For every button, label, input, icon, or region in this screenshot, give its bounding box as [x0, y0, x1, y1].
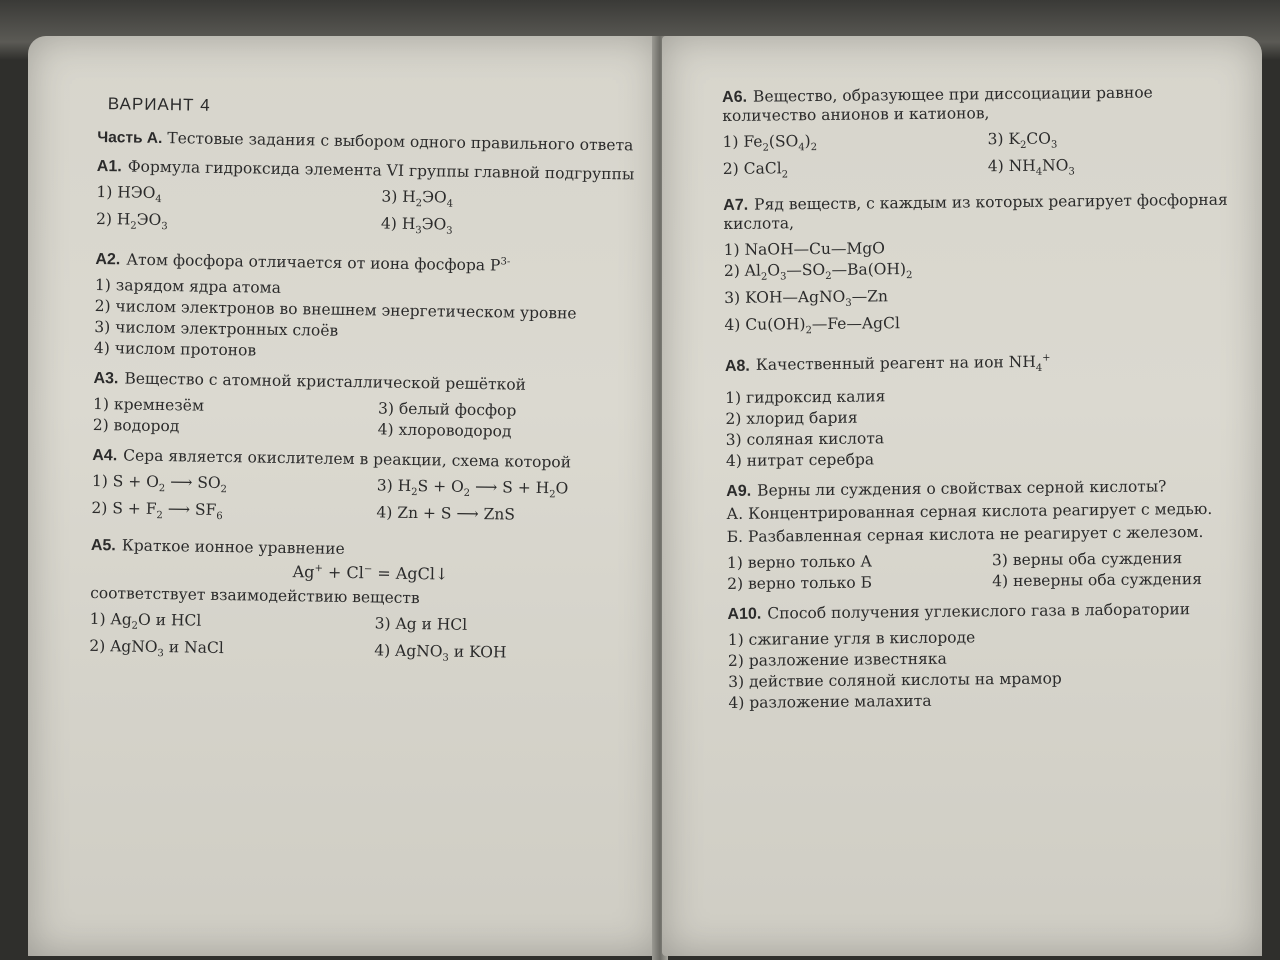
question-a6: А6. Вещество, образующее при диссоциации равное количество анионов и катионов, [722, 83, 1153, 125]
question-a5: А5. Краткое ионное уравнение [90, 535, 345, 558]
option: 1) $НЭО_4$ [96, 182, 162, 206]
question-a2: А2. Атом фосфора отличается от иона фосфора $Р^{3-}$ [95, 250, 511, 275]
question-a3: А3. Вещество с атомной кристаллической решёткой [93, 369, 527, 395]
option: 3) $Н_2ЭО_4$ [381, 187, 454, 210]
option: 1) $Fe_2(SO_4)_2$ [722, 132, 818, 154]
option: 1) сжигание угля в кислороде [727, 628, 976, 649]
option: 4) AgNO$_3$ и KOH [374, 641, 507, 664]
option: 2) CaCl$_2$ [722, 159, 789, 181]
option: 4) разложение малахита [728, 691, 932, 712]
option: 2) водород [92, 416, 180, 436]
question-a10: А10. Способ получения углекислого газа в лаборатории [727, 599, 1191, 623]
question-a4: А4. Сера является окислителем в реакции, схема которой [92, 446, 572, 472]
options-a7 [724, 235, 1245, 343]
right-page [662, 36, 1262, 956]
question-a8: А8. Качественный реагент на ион $NH_4^+$ [724, 353, 1051, 375]
option: 3) Ag и HCl [374, 613, 468, 634]
option: 2) $S + F_2$ ⟶ $SF_6$ [91, 499, 223, 523]
option: 2) $Н_2ЭО_3$ [95, 210, 168, 233]
option: 3) $K_2CO_3$ [987, 129, 1058, 151]
options-a2 [94, 275, 655, 368]
option: 4) Zn + S ⟶ ZnS [376, 503, 516, 525]
ionic-equation: Ag+ + Cl− = AgCl↓ [292, 561, 449, 584]
option: 3) верны оба суждения [991, 548, 1183, 569]
option: 1) зарядом ядра атома [94, 276, 282, 298]
right-column [722, 83, 1249, 724]
statement-b: Б. Разбавленная серная кислота не реагирует с железом. [726, 522, 1204, 546]
option: 3) $H_2S + O_2$ ⟶ $S + H_2O$ [376, 476, 569, 501]
question-a5-continued: соответствует взаимодействию веществ [90, 583, 420, 607]
options-a1 [96, 182, 657, 245]
option: 2) верно только Б [727, 573, 873, 593]
option: 3) KOH—AgNO$_3$—Zn [724, 287, 889, 310]
option: 4) $Cu(OH)_2—Fe—AgCl$ [724, 314, 900, 337]
options-a8 [725, 382, 1246, 471]
option: 1) $Ag_2O$ и HCl [89, 609, 202, 632]
options-a3 [93, 394, 654, 445]
option: 2) разложение известняка [727, 649, 947, 670]
option: 3) белый фосфор [377, 399, 517, 420]
option: 2) хлорид бария [725, 408, 858, 428]
question-a9: А9. Верны ли суждения о свойствах серной кислоты? [726, 477, 1167, 500]
option: 4) $NH_4NO_3$ [987, 156, 1075, 178]
option: 3) соляная кислота [725, 429, 885, 449]
option: 1) верно только А [726, 552, 873, 572]
option: 2) числом электронов во внешнем энергетическом уровне [94, 297, 577, 323]
option: 4) хлороводород [377, 420, 512, 441]
left-column [89, 94, 658, 681]
option: 1) кремнезём [92, 395, 205, 416]
variant-title: ВАРИАНТ 4 [107, 94, 211, 115]
options-a6 [722, 127, 1243, 187]
options-a4 [91, 471, 652, 534]
option: 4) $Н_3ЭО_3$ [380, 214, 453, 237]
option: 4) неверны оба суждения [992, 569, 1203, 590]
options-a9 [727, 547, 1247, 594]
option: 2) $Al_2O_3—SO_2—Ba(OH)_2$ [723, 260, 913, 283]
option: 1) $S + O_2$ ⟶ $SO_2$ [91, 472, 228, 496]
option: 3) числом электронных слоёв [94, 318, 339, 341]
question-a1: А1. Формула гидроксида элемента VI группы главной подгруппы [96, 157, 635, 184]
option: 1) гидроксид калия [725, 387, 886, 407]
statement-a: А. Концентрированная серная кислота реагирует с медью. [726, 499, 1213, 523]
option: 2) AgNO$_3$ и NaCl [89, 636, 224, 659]
options-a10 [728, 624, 1249, 713]
part-heading: Часть А. Тестовые задания с выбором одного правильного ответа [97, 128, 634, 155]
option: 3) действие соляной кислоты на мрамор [728, 669, 1062, 691]
left-page [28, 36, 660, 956]
options-a5 [89, 608, 650, 671]
option: 4) числом протонов [93, 339, 257, 360]
question-a7: А7. Ряд веществ, с каждым из которых реагирует фосфорная кислота, [723, 190, 1228, 234]
option: 4) нитрат серебра [725, 450, 875, 470]
option: 1) NaOH—Cu—MgO [723, 239, 886, 260]
